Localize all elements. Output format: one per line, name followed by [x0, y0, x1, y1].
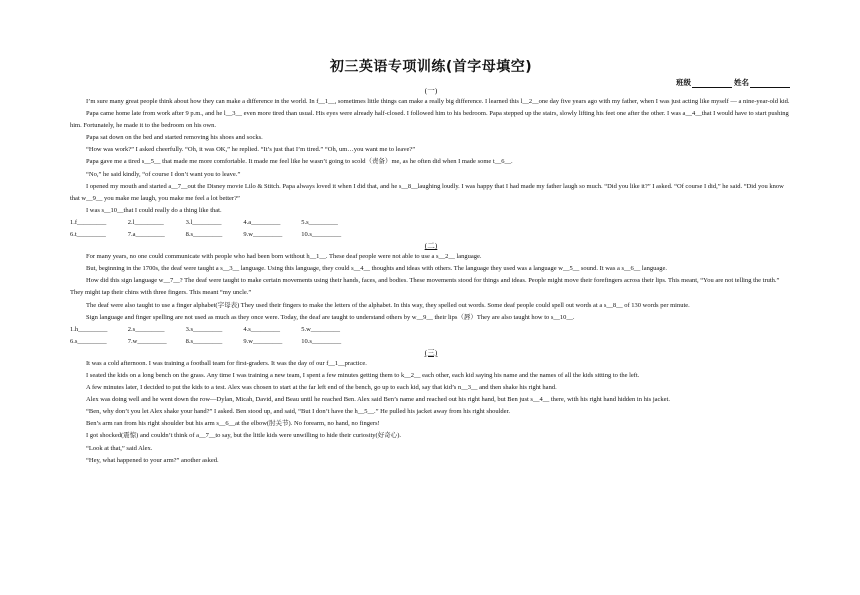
answer-blank[interactable]: 4.s_________ — [243, 325, 281, 333]
answer-blank[interactable]: 8.s_________ — [185, 337, 223, 345]
section-2-heading-text: (二) — [424, 241, 438, 251]
answer-blank[interactable]: 2.l_________ — [127, 218, 164, 226]
section-1-paragraph: I was s__10__that I could really do a thing like that. — [86, 206, 222, 214]
section-2-paragraph: How did this sign language w__7__? The deaf were taught to make certain movements using their hands, faces, and bodies. These movements stood for things and ideas. People might move their forefingers across their lips. This meant, “You are not telling the truth.” They might tap their chins with three fingers. This meant “my uncle.” — [70, 277, 780, 297]
section-3-paragraph: I seated the kids on a long bench on the grass. Any time I was training a new team, I spent a few minutes getting them to k__2__ each other, each kid saying his name and the names of all the kids sitting to the left. — [86, 371, 640, 379]
answer-blank[interactable]: 1.h_________ — [70, 325, 108, 333]
section-3-heading — [70, 348, 792, 358]
section-1-paragraph: Papa gave me a tired s__5__ that made me more comfortable. It made me feel like he wasn’t going to scold（责备）me, as he often did when I made some t__6__. — [86, 158, 513, 166]
section-1-paragraph: “No,” he said kindly, “of course I don’t want you to leave.” — [86, 170, 241, 178]
section-3-paragraph: I got shocked(震惊) and couldn’t think of a__7__to say, but the little kids were unwilling to hide their curiosity(好奇心). — [86, 432, 402, 440]
section-2-paragraph: For many years, no one could communicate with people who had been born without h__1__. These deaf people were not able to use a s__2__ language. — [86, 253, 482, 261]
answer-blank[interactable]: 5.s_________ — [301, 218, 338, 226]
answer-blank[interactable]: 10.s_________ — [301, 231, 342, 239]
answer-blank[interactable]: 3.s_________ — [185, 325, 223, 333]
section-1-answer-row — [70, 229, 792, 241]
section-2-paragraph: But, beginning in the 1700s, the deaf were taught a s__3__ language. Using this language, they could s__4__ thoughts and ideas with others. The language they used was a language w__5__ sound. It was a s__6__ language. — [86, 265, 667, 273]
class-label: 班级 — [676, 78, 691, 87]
answer-blank[interactable]: 8.s_________ — [185, 231, 223, 239]
name-label: 姓名 — [734, 78, 749, 87]
section-1-paragraph: I opened my mouth and started a__7__out the Disney movie Lilo & Stitch. Papa always loved it when I did that, and he s__8__laughing loudly. I was happy that I had made my father laugh so much. “Did you like it?” I asked. “Of course I did,” he said. “Did you know that w__9__ you make me laugh, you make me feel a lot better?” — [70, 182, 784, 202]
answer-blank[interactable]: 9.w_________ — [243, 337, 283, 345]
section-1-paragraph: I’m sure many great people think about how they can make a difference in the world. In f__1__, sometimes little things can make a really big difference. I learned this l__2__one day five years ago with my father, when I was just acting like myself — a nine-year-old kid. — [86, 98, 790, 105]
section-2-answer-row — [70, 324, 792, 336]
section-3-heading-text: (三) — [424, 347, 438, 357]
answer-blank[interactable]: 2.s_________ — [127, 325, 165, 333]
section-1-paragraph: Papa came home late from work after 9 p.m., and he l__3__ even more tired than usual. His eyes were already half-closed. I followed him to his bedroom. Papa stepped up the stairs, slowly lifting his feet one after the other. I was a__4__that I would have to start pushing him. Fortunately, he made it to the bedroom on his own. — [70, 110, 789, 130]
section-3-paragraph: Alex was doing well and he went down the row—Dylan, Micah, David, and Beau until he reached Ben. Alex said Ben’s name and reached out his right hand, but Ben just s__4__ there, with his right hand hidden in his jacket. — [86, 396, 670, 404]
answer-blank[interactable]: 4.a_________ — [243, 218, 281, 226]
answer-blank[interactable]: 7.w_________ — [127, 337, 167, 345]
section-3-paragraph: Ben’s arm ran from his right shoulder but his arm s__6__at the elbow(肘关节). No forearm, no hand, no fingers! — [86, 420, 380, 428]
worksheet-content — [70, 86, 792, 467]
section-2-answer-row — [70, 336, 792, 348]
answer-blank[interactable]: 6.s_________ — [70, 337, 107, 345]
section-3-paragraph: “Ben, why don’t you let Alex shake your hand?” I asked. Ben stood up, and said, “But I don’t have the h__5__.” He pulled his jacket away from his right shoulder. — [86, 408, 510, 416]
answer-blank[interactable]: 7.a_________ — [127, 231, 165, 239]
section-2-paragraph: The deaf were also taught to use a finger alphabet(字母表) They used their fingers to make the letters of the alphabet. In this way, they spelled out words. Some deaf people could spell out words at a s__8__ of 130 words per minute. — [86, 301, 690, 309]
answer-blank[interactable]: 9.w_________ — [243, 231, 283, 239]
answer-blank[interactable]: 10.s_________ — [301, 337, 342, 345]
answer-blank[interactable]: 3.l_________ — [185, 218, 222, 226]
answer-blank[interactable]: 6.t_________ — [70, 231, 106, 239]
page-title: 初三英语专项训练(首字母填空) — [329, 59, 533, 75]
section-3-paragraph: A few minutes later, I decided to put the kids to a test. Alex was chosen to start at the far left end of the bench, go up to each kid, say that kid’s n__3__ and then shake his right hand. — [86, 384, 557, 392]
section-2-paragraph: Sign language and finger spelling are not used as much as they once were. Today, the deaf are taught to understand others by w__9__ their lips（唇）They are also taught how to s__10__. — [86, 313, 575, 321]
answer-blank[interactable]: 1.f_________ — [70, 218, 107, 226]
section-1-heading: (一) — [424, 86, 438, 95]
section-3-paragraph: “Look at that,” said Alex. — [86, 444, 153, 452]
section-2-heading — [70, 241, 792, 251]
section-3-paragraph: “Hey, what happened to your arm?” another asked. — [86, 456, 219, 464]
section-1-answer-row — [70, 217, 792, 229]
section-3-paragraph: It was a cold afternoon. I was training a football team for first-graders. It was the day of our f__1__practice. — [86, 359, 367, 367]
section-1-paragraph: Papa sat down on the bed and started removing his shoes and socks. — [86, 134, 263, 142]
answer-blank[interactable]: 5.w_________ — [301, 325, 341, 333]
section-1-paragraph: “How was work?” I asked cheerfully. “Oh, it was OK,” he replied. “It’s just that I’m tired.” “Oh, um…you want me to leave?” — [86, 146, 416, 154]
